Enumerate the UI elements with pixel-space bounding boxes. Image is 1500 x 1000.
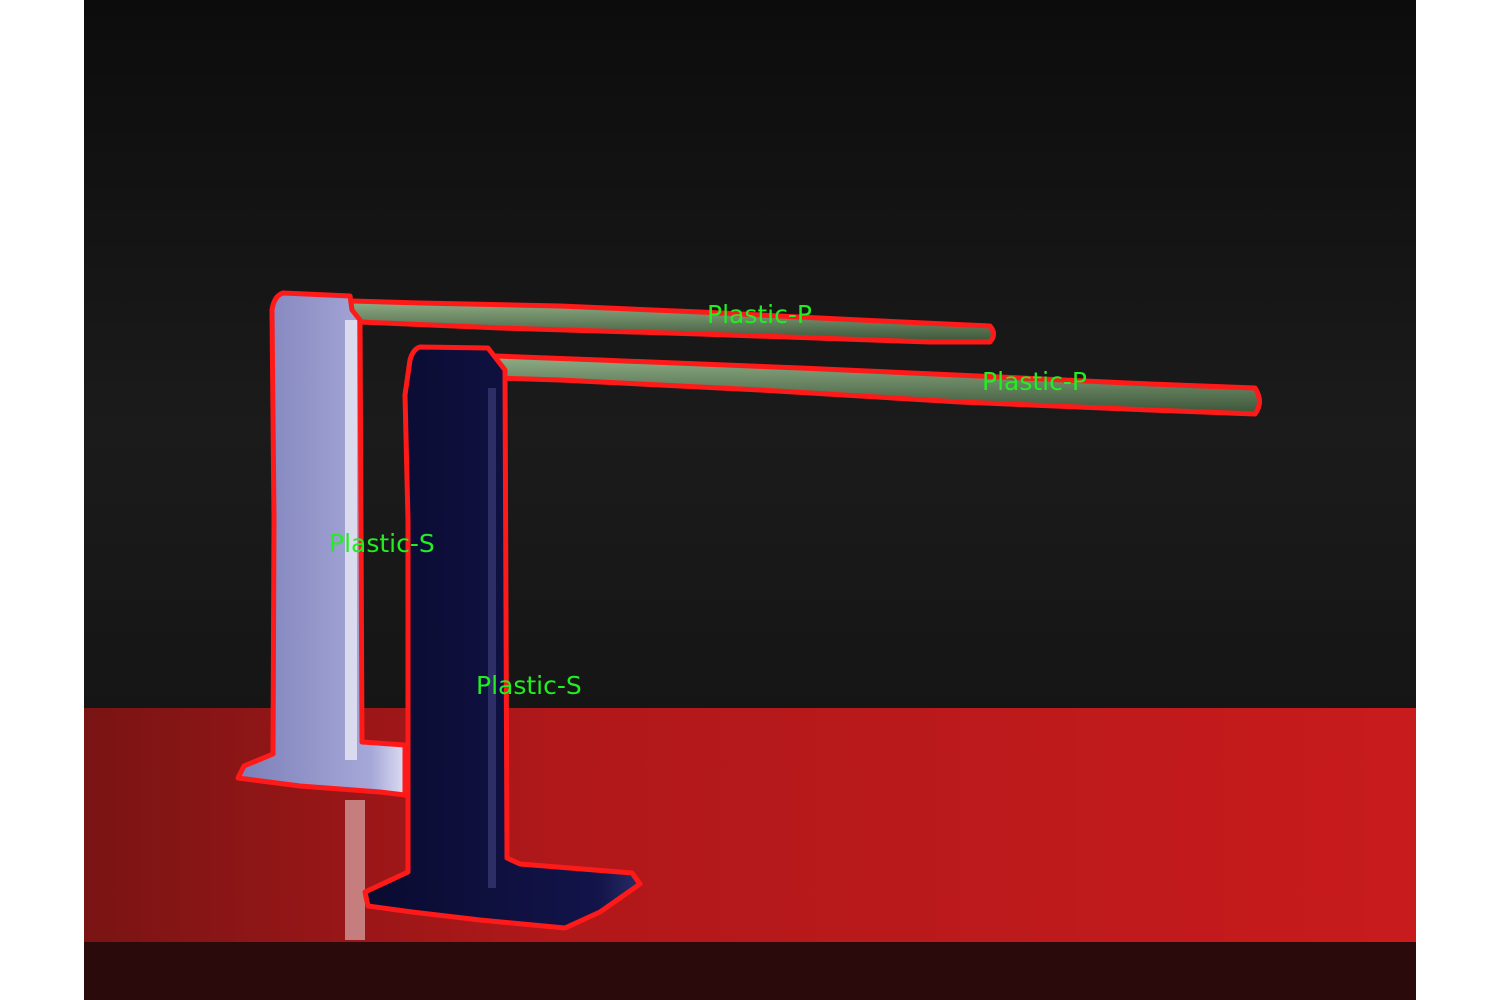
label-back-arm: Plastic-P [707,300,812,329]
label-front-body: Plastic-S [476,671,582,700]
table-edge [84,942,1416,1000]
table-reflection [345,800,365,940]
right-margin [1416,0,1500,1000]
front-lamp-body-highlight [488,388,496,888]
left-margin [0,0,84,1000]
label-front-arm: Plastic-P [982,367,1087,396]
label-back-body: Plastic-S [329,529,435,558]
